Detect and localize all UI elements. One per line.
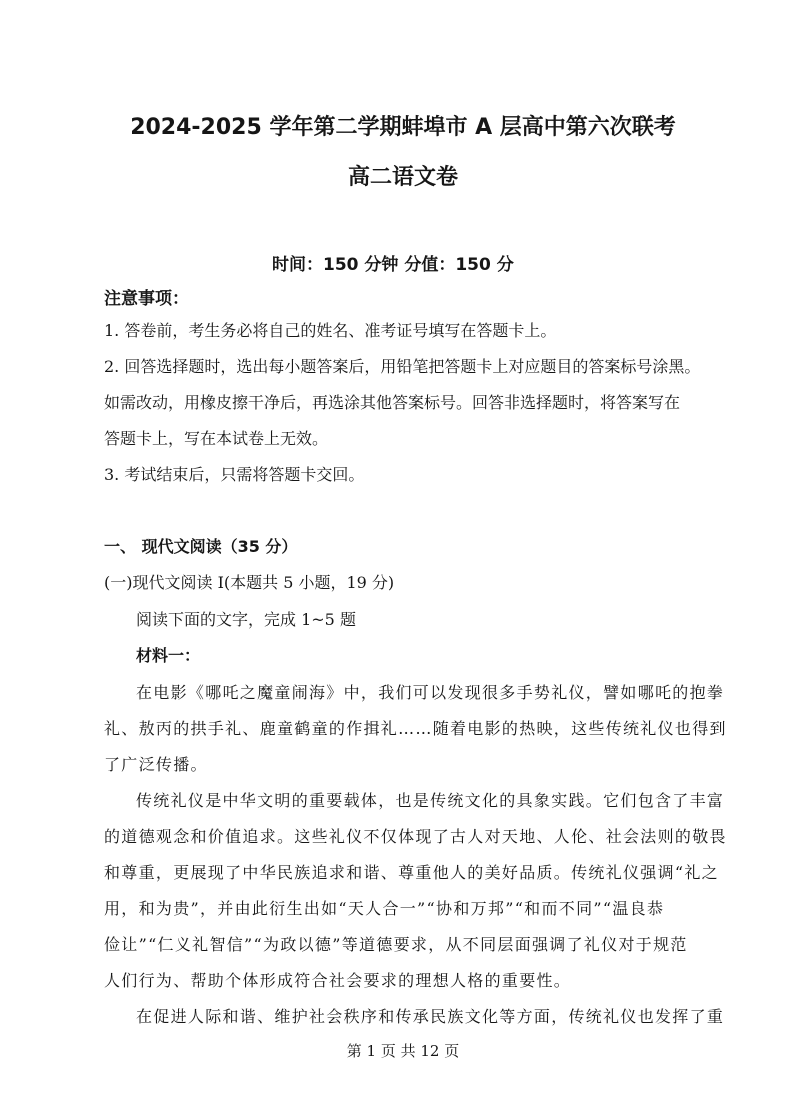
time-score-info: 时间：150 分钟 分值：150 分 <box>272 255 514 275</box>
notice-line-5: 3. 考试结束后，只需将答题卡交回。 <box>104 465 365 484</box>
notice-heading: 注意事项： <box>104 289 189 309</box>
section-heading: 一、 现代文阅读（35 分） <box>104 537 298 556</box>
paragraph-line: 传统礼仪是中华文明的重要载体，也是传统文化的具象实践。它们包含了丰富 <box>136 791 725 810</box>
exam-subtitle: 高二语文卷 <box>347 165 458 190</box>
paragraph-line: 在促进人际和谐、维护社会秩序和传承民族文化等方面，传统礼仪也发挥了重 <box>136 1007 725 1026</box>
paragraph-line: 俭让”“仁义礼智信”“为政以德”等道德要求，从不同层面强调了礼仪对于规范 <box>104 935 688 954</box>
notice-line-4: 答题卡上，写在本试卷上无效。 <box>104 429 329 448</box>
paragraph-line: 了广泛传播。 <box>104 755 208 774</box>
page-number: 第 1 页 共 12 页 <box>346 1042 460 1060</box>
paragraph-line: 和尊重，更展现了中华民族追求和谐、尊重他人的美好品质。传统礼仪强调“礼之 <box>104 863 719 882</box>
reading-instruction: 阅读下面的文字，完成 1~5 题 <box>136 610 356 629</box>
paragraph-line: 礼、敖丙的拱手礼、鹿童鹤童的作揖礼……随着电影的热映，这些传统礼仪也得到 <box>104 719 727 738</box>
notice-line-1: 1. 答卷前，考生务必将自己的姓名、准考证号填写在答题卡上。 <box>104 321 557 340</box>
exam-title: 2024-2025 学年第二学期蚌埠市 A 层高中第六次联考 <box>130 115 676 140</box>
paragraph-line: 人们行为、帮助个体形成符合社会要求的理想人格的重要性。 <box>104 971 572 990</box>
paragraph-line: 用，和为贵”，并由此衍生出如“天人合一”“协和万邦”“和而不同”“温良恭 <box>104 899 665 918</box>
paragraph-line: 的道德观念和价值追求。这些礼仪不仅体现了古人对天地、人伦、社会法则的敬畏 <box>104 827 727 846</box>
material-label: 材料一： <box>136 646 201 665</box>
paragraph-line: 在电影《哪吒之魔童闹海》中，我们可以发现很多手势礼仪，譬如哪吒的抱拳 <box>136 683 725 702</box>
notice-line-3: 如需改动，用橡皮擦干净后，再选涂其他答案标号。回答非选择题时，将答案写在 <box>104 393 681 412</box>
sub-section-heading: (一)现代文阅读 I(本题共 5 小题，19 分) <box>104 573 395 592</box>
notice-line-2: 2. 回答选择题时，选出每小题答案后，用铅笔把答题卡上对应题目的答案标号涂黑。 <box>104 357 701 376</box>
